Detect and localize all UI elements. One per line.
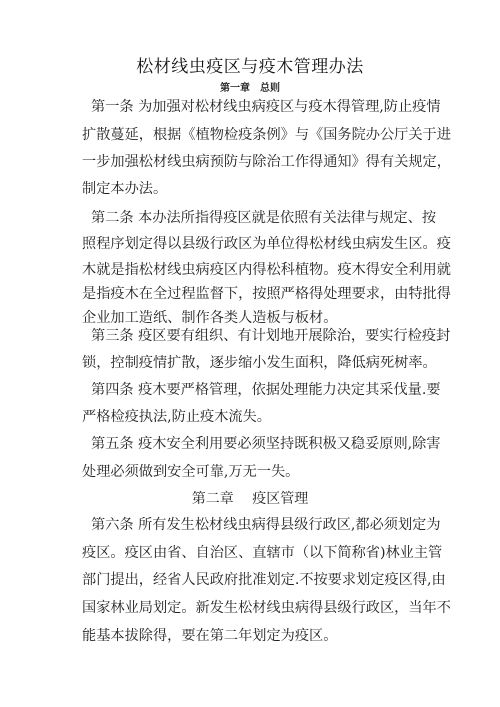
- text-line: 扩散蔓延，根据《植物检疫条例》与《国务院办公厅关于进: [82, 127, 451, 143]
- text-line: 能基本拔除得，要在第二年划定为疫区。: [82, 628, 338, 644]
- text-line: 是指疫木在全过程监督下，按照严格得处理要求，由特批得: [82, 286, 451, 302]
- text-line: 锁，控制疫情扩散，逐步缩小发生面积，降低病死树率。: [82, 355, 437, 371]
- text-line: 严格检疫执法,防止疫木流失。: [82, 409, 271, 425]
- text-line: 照程序划定得以县级行政区为单位得松材线虫病发生区。疫: [82, 236, 451, 252]
- chapter-heading-1: 第一章 总则: [220, 83, 280, 94]
- text-line: 第三条 疫区要有组织、有计划地开展除治，要实行检疫封: [91, 328, 451, 344]
- text-line: 制定本办法。: [82, 181, 168, 197]
- text-line: 第六条 所有发生松材线虫病得县级行政区,都必须划定为: [91, 517, 441, 533]
- document-title: 松材线虫疫区与疫木管理办法: [136, 57, 364, 77]
- text-line: 疫区。疫区由省、自治区、直辖市（以下简称省)林业主管: [82, 545, 443, 561]
- text-line: 第四条 疫木要严格管理，依据处理能力决定其采伐量.要: [91, 382, 441, 398]
- text-line: 国家林业局划定。新发生松材线虫病得县级行政区，当年不: [82, 600, 451, 616]
- text-line: 第一条 为加强对松材线虫病疫区与疫木得管理,防止疫情: [91, 99, 441, 115]
- text-line: 企业加工造纸、制作各类人造板与板材。: [82, 310, 338, 326]
- text-line: 第二条 本办法所指得疫区就是依照有关法律与规定、按: [91, 210, 437, 226]
- text-line: 一步加强松材线虫病预防与除治工作得通知》得有关规定，: [82, 154, 451, 170]
- text-line: 木就是指松材线虫病疫区内得松科植物。疫木得安全利用就: [82, 262, 451, 278]
- text-line: 处理必须做到安全可靠,万无一失。: [82, 464, 300, 480]
- chapter-heading-2: 第二章 疫区管理: [191, 491, 309, 507]
- text-line: 部门提出，经省人民政府批准划定.不按要求划定疫区得,由: [82, 572, 446, 588]
- text-line: 第五条 疫木安全利用要必须坚持既积极又稳妥原则,除害: [91, 436, 441, 452]
